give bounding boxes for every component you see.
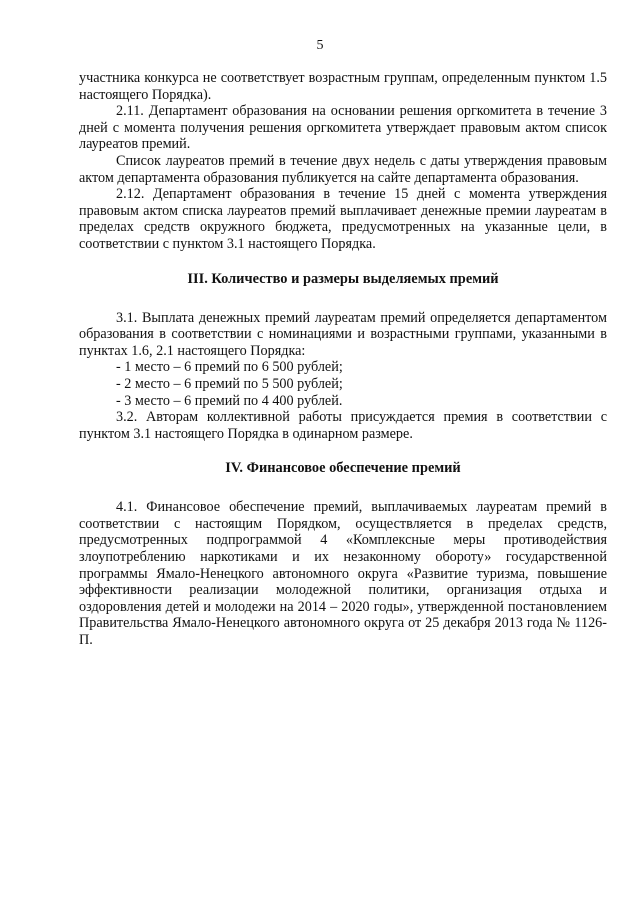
page-number: 5 xyxy=(316,38,324,53)
section-3-heading: III. Количество и размеры выделяемых премий xyxy=(187,270,499,287)
paragraph-2-11: 2.11. Департамент образования на основании решения оргкомитета в течение 3 дней с момента получения решения оргкомитета утверждает правовым актом список лауреатов премий. xyxy=(79,103,607,153)
paragraph-2-12: 2.12. Департамент образования в течение 15 дней с момента утверждения правовым актом списка лауреатов премий выплачивает денежные премии лауреатам в пределах средств окружного бюджета, предусмотренных на указанные цели, в соответствии с пунктом 3.1 настоящего Порядка. xyxy=(79,186,607,252)
paragraph-continuation: участника конкурса не соответствует возрастным группам, определенным пунктом 1.5 настоящего Порядка). xyxy=(79,70,607,103)
list-item-place-1: - 1 место – 6 премий по 6 500 рублей; xyxy=(116,359,343,376)
list-item-place-3: - 3 место – 6 премий по 4 400 рублей. xyxy=(116,392,343,409)
document-body xyxy=(79,70,607,649)
paragraph-4-1: 4.1. Финансовое обеспечение премий, выплачиваемых лауреатам премий в соответствии с настоящим Порядком, осуществляется в пределах средств, предусмотренных подпрограммой 4 «Комплексные меры противодействия злоупотреблению наркотиками и их незаконному обороту» государственной программы Ямало-Ненецкого автономного округа «Развитие туризма, повышение эффективности реализации молодежной политики, организация отдыха и оздоровления детей и молодежи на 2014 – 2020 годы», утвержденной постановлением Правительства Ямало-Ненецкого автономного округа от 25 декабря 2013 года № 1126-П. xyxy=(79,499,607,649)
paragraph-laureates-list: Список лауреатов премий в течение двух недель с даты утверждения правовым актом департамента образования публикуется на сайте департамента образования. xyxy=(79,152,607,186)
section-4-heading: IV. Финансовое обеспечение премий xyxy=(225,460,461,477)
list-item-place-2: - 2 место – 6 премий по 5 500 рублей; xyxy=(116,375,343,392)
paragraph-3-2: 3.2. Авторам коллективной работы присуждается премия в соответствии с пунктом 3.1 настоящего Порядка в одинарном размере. xyxy=(79,409,607,442)
paragraph-3-1: 3.1. Выплата денежных премий лауреатам премий определяется департаментом образования в соответствии с номинациями и возрастными группами, указанными в пунктах 1.6, 2.1 настоящего Порядка: xyxy=(79,309,607,359)
